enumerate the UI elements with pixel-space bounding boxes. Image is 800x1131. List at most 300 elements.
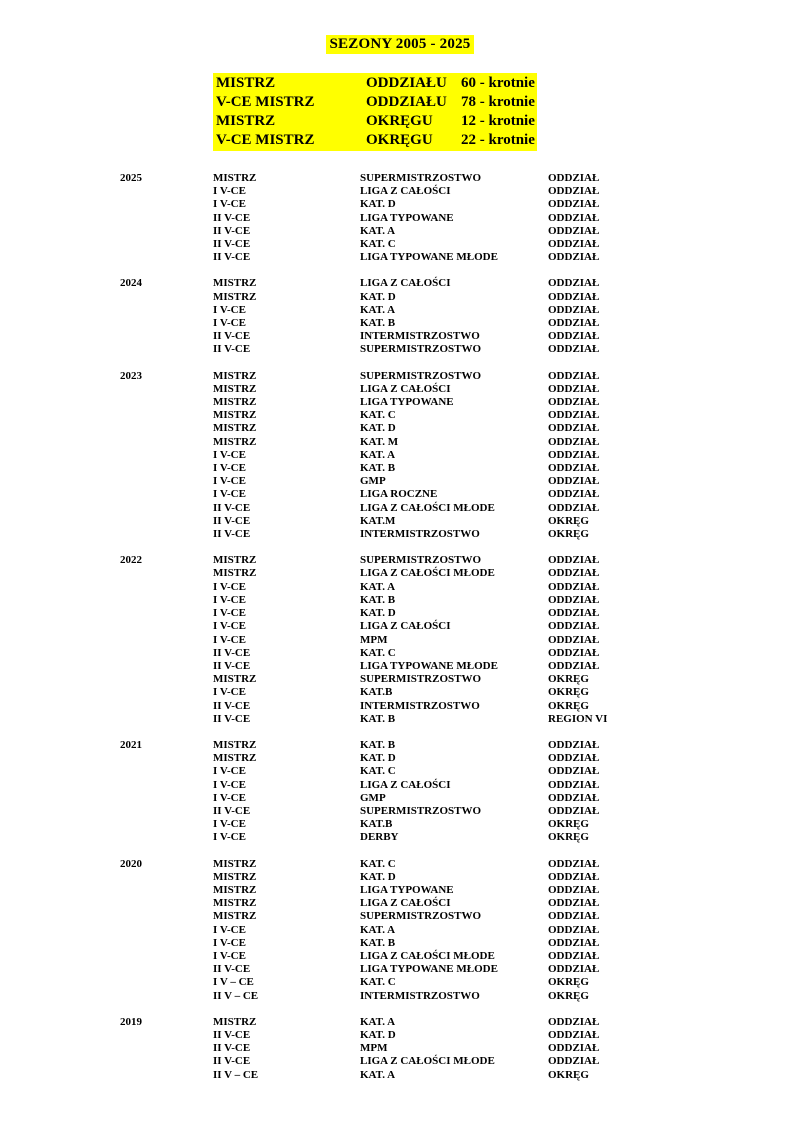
season-row [0,779,800,792]
result-place: I V-CE [213,686,246,699]
result-place: MISTRZ [213,870,257,883]
result-event: KAT.B [360,818,393,831]
result-level: ODDZIAŁ [548,1042,600,1055]
result-place: II V-CE [213,238,251,251]
season-year [120,198,213,211]
result-event: KAT. D [360,607,396,620]
season-year [120,647,213,660]
result-place: I V-CE [213,818,246,831]
result-place: II V-CE [213,514,251,527]
result-place: I V-CE [213,778,246,791]
result-level: ODDZIAŁ [548,1055,600,1068]
season-year [120,713,213,726]
result-place: II V-CE [213,224,251,237]
result-place: II V-CE [213,699,251,712]
result-place: II V-CE [213,804,251,817]
result-level: ODDZIAŁ [548,1028,600,1041]
result-event: LIGA Z CAŁOŚCI MŁODE [360,949,495,962]
season-year: 2021 [120,738,142,751]
season-year [120,212,213,225]
result-level: ODDZIAŁ [548,422,600,435]
season-row [0,884,800,897]
result-event: KAT. B [360,936,396,949]
result-event: KAT. B [360,462,396,475]
season-row [0,765,800,778]
result-level: ODDZIAŁ [548,765,600,778]
result-event: KAT. A [360,303,396,316]
result-place: MISTRZ [213,172,257,184]
result-event: KAT. B [360,712,396,725]
season-year [120,937,213,950]
result-event: KAT. C [360,238,396,251]
result-place: II V-CE [213,659,251,672]
result-place: I V-CE [213,488,246,501]
result-level: ODDZIAŁ [548,224,600,237]
season-year [120,779,213,792]
result-level: ODDZIAŁ [548,923,600,936]
result-event: LIGA Z CAŁOŚCI MŁODE [360,1055,495,1068]
season-year [120,620,213,633]
season-year [120,475,213,488]
season-row [0,383,800,396]
result-level: ODDZIAŁ [548,448,600,461]
result-place: II V-CE [213,646,251,659]
result-event: MPM [360,633,388,646]
result-place: I V-CE [213,593,246,606]
result-level: OKRĘG [548,1068,589,1081]
season-row [0,251,800,264]
season-year [120,897,213,910]
result-event: INTERMISTRZOSTWO [360,989,480,1002]
result-place: I V-CE [213,462,246,475]
summary-scope: OKRĘGU [366,132,433,148]
season-year [120,581,213,594]
result-place: II V-CE [213,528,251,541]
result-place: I V-CE [213,198,246,211]
result-event: KAT. A [360,224,396,237]
season-year [120,673,213,686]
season-row [0,792,800,805]
season-row [0,686,800,699]
season-row [0,805,800,818]
result-event: LIGA Z CAŁOŚCI [360,778,451,791]
result-event: GMP [360,791,386,804]
result-event: KAT. D [360,1028,396,1041]
season-row [0,1029,800,1042]
season-year [120,330,213,343]
season-row [0,462,800,475]
result-event: KAT. C [360,646,396,659]
title-row [0,0,800,54]
season-row [0,567,800,580]
result-event: SUPERMISTRZOSTWO [360,172,482,184]
result-level: ODDZIAŁ [548,172,600,184]
season-row [0,818,800,831]
result-level: ODDZIAŁ [548,897,600,910]
result-place: II V-CE [213,251,251,264]
result-level: ODDZIAŁ [548,501,600,514]
result-place: MISTRZ [213,910,257,923]
season-year [120,607,213,620]
result-level: ODDZIAŁ [548,620,600,633]
season-row [0,924,800,937]
summary-scope: ODDZIAŁU [366,75,447,91]
season-year [120,317,213,330]
result-event: KAT. B [360,738,396,751]
season-row [0,198,800,211]
result-place: II V-CE [213,712,251,725]
result-place: MISTRZ [213,1015,257,1028]
season-year [120,805,213,818]
season-row [0,238,800,251]
result-place: II V-CE [213,963,251,976]
season-year [120,752,213,765]
result-place: I V-CE [213,620,246,633]
result-event: LIGA Z CAŁOŚCI [360,620,451,633]
result-level: REGION VI [548,712,608,725]
result-event: LIGA TYPOWANE [360,396,454,409]
result-level: ODDZIAŁ [548,910,600,923]
result-event: LIGA TYPOWANE MŁODE [360,963,498,976]
summary-count: 78 - krotnie [461,94,535,110]
result-level: ODDZIAŁ [548,778,600,791]
season-row [0,1055,800,1068]
season-block [0,858,800,1003]
result-event: INTERMISTRZOSTWO [360,699,480,712]
result-level: ODDZIAŁ [548,936,600,949]
season-row [0,475,800,488]
season-year [120,396,213,409]
result-event: KAT. A [360,1015,396,1028]
result-level: ODDZIAŁ [548,369,600,382]
result-place: I V-CE [213,185,246,198]
result-event: LIGA TYPOWANE MŁODE [360,251,498,264]
season-year [120,963,213,976]
result-level: ODDZIAŁ [548,238,600,251]
season-row [0,212,800,225]
season-row [0,449,800,462]
result-place: I V-CE [213,633,246,646]
season-row [0,858,800,871]
season-row [0,1069,800,1082]
season-year [120,343,213,356]
result-place: I V-CE [213,475,246,488]
summary-title: V-CE MISTRZ [216,94,315,110]
result-level: ODDZIAŁ [548,607,600,620]
result-place: MISTRZ [213,673,257,686]
result-level: OKRĘG [548,514,589,527]
season-year [120,700,213,713]
result-place: II V-CE [213,211,251,224]
result-level: ODDZIAŁ [548,949,600,962]
result-event: KAT. D [360,422,396,435]
result-place: I V – CE [213,976,254,989]
result-level: OKRĘG [548,528,589,541]
result-level: ODDZIAŁ [548,659,600,672]
season-row [0,752,800,765]
result-place: MISTRZ [213,277,257,290]
result-place: MISTRZ [213,857,257,870]
season-block [0,277,800,356]
season-row [0,620,800,633]
result-level: OKRĘG [548,699,589,712]
season-row [0,1016,800,1029]
season-year: 2022 [120,554,142,567]
result-level: OKRĘG [548,686,589,699]
season-year: 2024 [120,277,142,290]
season-year [120,594,213,607]
season-row [0,963,800,976]
result-place: I V-CE [213,607,246,620]
result-place: II V-CE [213,343,251,356]
season-year [120,449,213,462]
season-row [0,409,800,422]
result-level: OKRĘG [548,818,589,831]
summary-count: 60 - krotnie [461,75,535,91]
result-event: KAT. B [360,593,396,606]
result-level: ODDZIAŁ [548,567,600,580]
result-place: I V-CE [213,448,246,461]
season-year [120,634,213,647]
season-year [120,1055,213,1068]
result-event: KAT. C [360,409,396,422]
season-year [120,238,213,251]
summary-row [213,74,537,93]
result-place: MISTRZ [213,883,257,896]
summary-row [213,93,537,112]
season-year [120,884,213,897]
result-event: KAT. M [360,435,399,448]
result-place: I V-CE [213,303,246,316]
season-year [120,436,213,449]
season-row [0,647,800,660]
result-level: ODDZIAŁ [548,593,600,606]
result-event: LIGA TYPOWANE [360,211,454,224]
result-level: ODDZIAŁ [548,857,600,870]
season-row [0,225,800,238]
summary-title: V-CE MISTRZ [216,132,315,148]
season-row [0,634,800,647]
season-row [0,370,800,383]
season-year [120,383,213,396]
result-place: MISTRZ [213,422,257,435]
season-year: 2025 [120,172,142,184]
result-level: ODDZIAŁ [548,330,600,343]
season-year [120,515,213,528]
season-year [120,528,213,541]
season-row [0,317,800,330]
result-place: I V-CE [213,765,246,778]
result-event: LIGA Z CAŁOŚCI MŁODE [360,501,495,514]
season-year: 2023 [120,369,142,382]
season-row [0,515,800,528]
result-level: ODDZIAŁ [548,791,600,804]
result-event: SUPERMISTRZOSTWO [360,369,482,382]
season-row [0,594,800,607]
result-place: MISTRZ [213,897,257,910]
result-place: I V-CE [213,791,246,804]
season-row [0,871,800,884]
result-level: OKRĘG [548,831,589,844]
season-row [0,990,800,1003]
result-level: ODDZIAŁ [548,198,600,211]
season-year [120,871,213,884]
season-year [120,409,213,422]
result-event: KAT.M [360,514,396,527]
season-row [0,330,800,343]
summary-title: MISTRZ [216,75,276,91]
result-level: ODDZIAŁ [548,185,600,198]
result-event: LIGA Z CAŁOŚCI [360,897,451,910]
result-event: KAT. B [360,317,396,330]
season-row [0,607,800,620]
season-year [120,818,213,831]
season-row [0,660,800,673]
summary-scope: OKRĘGU [366,113,433,129]
result-event: LIGA TYPOWANE [360,883,454,896]
result-level: ODDZIAŁ [548,804,600,817]
season-row [0,554,800,567]
season-row [0,910,800,923]
result-level: OKRĘG [548,673,589,686]
result-event: LIGA Z CAŁOŚCI [360,382,451,395]
season-row [0,172,800,185]
season-row [0,937,800,950]
result-place: MISTRZ [213,369,257,382]
season-year: 2019 [120,1015,142,1028]
season-year [120,831,213,844]
season-row [0,396,800,409]
result-place: II V – CE [213,989,259,1002]
season-year [120,567,213,580]
result-place: I V-CE [213,949,246,962]
result-event: LIGA Z CAŁOŚCI [360,277,451,290]
result-place: MISTRZ [213,567,257,580]
seasons-list [0,172,800,1082]
result-level: ODDZIAŁ [548,409,600,422]
result-place: II V – CE [213,1068,259,1081]
season-year [120,225,213,238]
season-block [0,370,800,542]
season-row [0,422,800,435]
result-event: INTERMISTRZOSTWO [360,330,480,343]
result-place: MISTRZ [213,290,257,303]
result-place: I V-CE [213,936,246,949]
result-place: II V-CE [213,1055,251,1068]
result-level: ODDZIAŁ [548,475,600,488]
result-place: I V-CE [213,923,246,936]
season-year [120,1069,213,1082]
season-year [120,792,213,805]
result-level: ODDZIAŁ [548,646,600,659]
result-place: MISTRZ [213,396,257,409]
result-event: KAT. C [360,976,396,989]
result-event: SUPERMISTRZOSTWO [360,554,482,567]
season-year [120,291,213,304]
result-place: II V-CE [213,330,251,343]
result-event: LIGA Z CAŁOŚCI [360,185,451,198]
season-row [0,713,800,726]
summary-scope: ODDZIAŁU [366,94,447,110]
result-event: KAT. C [360,765,396,778]
result-event: KAT. D [360,198,396,211]
result-event: SUPERMISTRZOSTWO [360,343,482,356]
season-year [120,304,213,317]
season-row [0,1042,800,1055]
result-event: MPM [360,1042,388,1055]
result-place: I V-CE [213,580,246,593]
season-year [120,462,213,475]
result-level: ODDZIAŁ [548,317,600,330]
result-place: MISTRZ [213,554,257,567]
season-row [0,897,800,910]
season-year [120,660,213,673]
season-year [120,765,213,778]
result-place: MISTRZ [213,435,257,448]
summary-row [213,112,537,131]
result-event: KAT.B [360,686,393,699]
result-event: KAT. D [360,752,396,765]
result-place: II V-CE [213,501,251,514]
result-place: MISTRZ [213,409,257,422]
result-level: ODDZIAŁ [548,290,600,303]
result-event: LIGA TYPOWANE MŁODE [360,659,498,672]
result-level: ODDZIAŁ [548,382,600,395]
season-year [120,1042,213,1055]
season-row [0,185,800,198]
season-row [0,739,800,752]
result-level: ODDZIAŁ [548,462,600,475]
season-year [120,910,213,923]
season-block [0,172,800,264]
result-event: INTERMISTRZOSTWO [360,528,480,541]
result-level: ODDZIAŁ [548,343,600,356]
season-row [0,304,800,317]
result-level: ODDZIAŁ [548,580,600,593]
result-place: II V-CE [213,1028,251,1041]
result-level: ODDZIAŁ [548,554,600,567]
result-event: KAT. D [360,870,396,883]
result-event: KAT. A [360,448,396,461]
season-year [120,976,213,989]
result-event: KAT. A [360,580,396,593]
result-level: ODDZIAŁ [548,303,600,316]
season-row [0,581,800,594]
result-event: KAT. C [360,857,396,870]
result-level: ODDZIAŁ [548,633,600,646]
season-row [0,831,800,844]
season-year [120,1029,213,1042]
result-level: ODDZIAŁ [548,277,600,290]
season-block [0,1016,800,1082]
season-row [0,291,800,304]
season-year [120,924,213,937]
result-level: ODDZIAŁ [548,752,600,765]
season-year [120,990,213,1003]
season-row [0,488,800,501]
season-year [120,422,213,435]
season-block [0,554,800,726]
result-level: ODDZIAŁ [548,251,600,264]
season-year [120,950,213,963]
season-row [0,436,800,449]
result-level: OKRĘG [548,976,589,989]
result-event: SUPERMISTRZOSTWO [360,673,482,686]
page-title: SEZONY 2005 - 2025 [326,35,475,54]
season-year: 2020 [120,857,142,870]
result-event: DERBY [360,831,399,844]
result-place: MISTRZ [213,752,257,765]
